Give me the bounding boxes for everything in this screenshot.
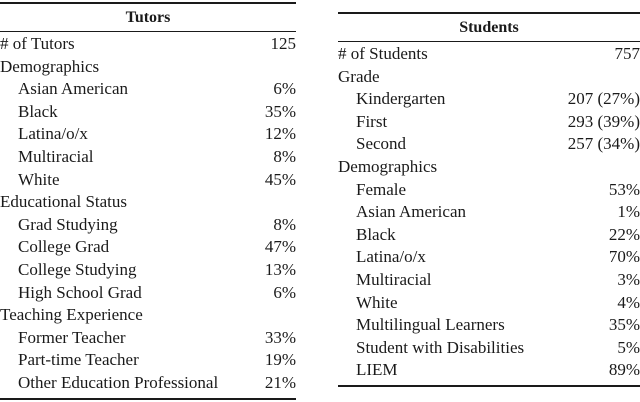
row-label: Female (356, 179, 407, 199)
row-label: Latina/o/x (356, 247, 426, 267)
row-value: 35% (264, 101, 296, 121)
table-row (0, 327, 296, 350)
tutors-table (0, 2, 296, 400)
row-value: 8% (273, 214, 296, 234)
row-value: 45% (264, 169, 296, 189)
row-label: Multilingual Learners (356, 315, 505, 335)
row-value: 1% (617, 202, 640, 222)
row-label: Black (18, 101, 58, 121)
row-value: 257 (34%) (567, 134, 640, 154)
row-label: Multiracial (356, 269, 432, 289)
row-label: Multiracial (18, 146, 94, 166)
table-row (338, 314, 640, 337)
row-label: Kindergarten (356, 89, 446, 109)
row-value: 6% (273, 79, 296, 99)
table-row (338, 292, 640, 315)
table-row (338, 359, 640, 382)
table-row (0, 282, 296, 305)
table-row (0, 123, 296, 146)
row-label: Black (356, 224, 396, 244)
row-label: # of Students (338, 44, 428, 63)
row-label: Second (356, 134, 407, 154)
row-value: 12% (264, 124, 296, 144)
row-value: 35% (608, 315, 640, 335)
bottom-rule (0, 398, 296, 400)
row-label: Demographics (0, 56, 100, 76)
row-value: 13% (264, 259, 296, 279)
row-label: Educational Status (0, 192, 128, 212)
row-value: 293 (39%) (567, 111, 640, 131)
row-value: 19% (264, 350, 296, 370)
table-row (338, 224, 640, 247)
table-row (0, 259, 296, 282)
bottom-rule (338, 385, 640, 387)
table-row (0, 146, 296, 169)
row-label: Asian American (356, 202, 466, 222)
students-table-body (338, 42, 640, 385)
table-row (338, 111, 640, 134)
row-label: Former Teacher (18, 327, 126, 347)
section-header-row (0, 191, 296, 214)
row-value: 53% (608, 179, 640, 199)
row-value: 125 (270, 34, 296, 53)
table-row (0, 236, 296, 259)
row-value: 33% (264, 327, 296, 347)
row-label: Teaching Experience (0, 305, 143, 325)
row-value: 89% (608, 360, 640, 380)
students-table (338, 12, 640, 387)
row-label: Asian American (18, 79, 128, 99)
row-label: First (356, 111, 388, 131)
row-value: 21% (264, 372, 296, 392)
table-row (0, 349, 296, 372)
table-row (0, 101, 296, 124)
table-row (0, 214, 296, 237)
row-label: Part-time Teacher (18, 350, 139, 370)
table-row (0, 78, 296, 101)
table-row (0, 169, 296, 192)
row-label: Latina/o/x (18, 124, 88, 144)
tutors-table-body (0, 32, 296, 398)
row-value: 5% (617, 337, 640, 357)
row-label: White (18, 169, 60, 189)
table-row (338, 88, 640, 111)
row-label: Student with Disabilities (356, 337, 525, 357)
table-row (338, 133, 640, 156)
row-label: Demographics (338, 156, 438, 176)
section-header-row (0, 56, 296, 79)
row-value: 4% (617, 292, 640, 312)
table-row (0, 33, 296, 56)
section-header-row (338, 66, 640, 89)
row-value: 3% (617, 269, 640, 289)
row-label: Grad Studying (18, 214, 118, 234)
students-table-title: Students (459, 19, 519, 36)
row-label: College Studying (18, 259, 137, 279)
row-value: 207 (27%) (567, 89, 640, 109)
table-row (338, 246, 640, 269)
row-value: 22% (608, 224, 640, 244)
section-header-row (0, 304, 296, 327)
table-row (338, 337, 640, 360)
table-row (338, 179, 640, 202)
row-label: Other Education Professional (18, 372, 219, 392)
row-value: 757 (614, 44, 640, 63)
table-row (0, 372, 296, 395)
row-value: 70% (608, 247, 640, 267)
row-label: # of Tutors (0, 34, 75, 53)
row-label: Grade (338, 66, 380, 86)
row-value: 47% (264, 237, 296, 257)
row-label: LIEM (356, 360, 398, 380)
row-label: College Grad (18, 237, 110, 257)
table-row (338, 43, 640, 66)
section-header-row (338, 156, 640, 179)
row-label: High School Grad (18, 282, 142, 302)
row-label: White (356, 292, 398, 312)
table-row (338, 269, 640, 292)
row-value: 6% (273, 282, 296, 302)
table-row (338, 201, 640, 224)
row-value: 8% (273, 146, 296, 166)
tutors-table-title: Tutors (125, 9, 171, 26)
